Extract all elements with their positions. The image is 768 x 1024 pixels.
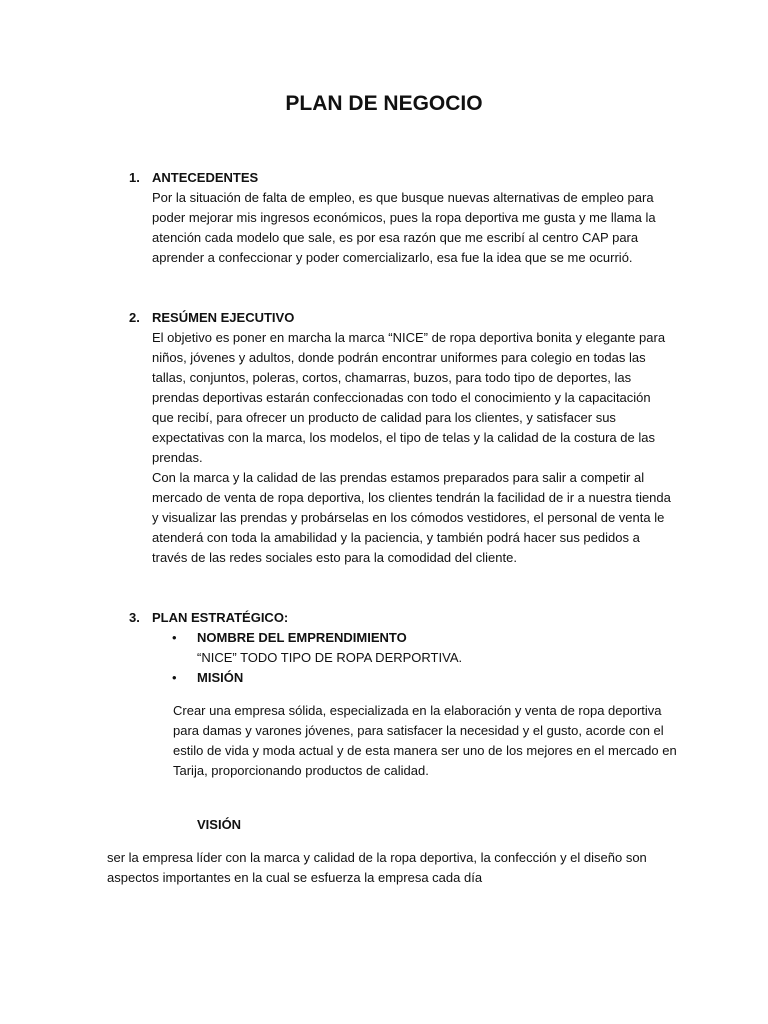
section-3-number: 3. [129, 610, 140, 625]
section-1-paragraph [152, 188, 656, 268]
paragraph-line: Tarija, proporcionando productos de calidad. [173, 763, 429, 778]
paragraph-line: Por la situación de falta de empleo, es que busque nuevas alternativas de empleo para [152, 190, 654, 205]
section-3-heading: PLAN ESTRATÉGICO: [152, 610, 289, 625]
paragraph-line: aspectos importantes en la cual se esfuerza la empresa cada día [107, 870, 483, 885]
paragraph-line: prendas deportivas estarán confeccionadas con todo el conocimiento y la capacitación [152, 390, 651, 405]
mision-paragraph [173, 701, 677, 781]
paragraph-line: expectativas con la marca, los modelos, el tipo de telas y la calidad de la costura de las [152, 430, 655, 445]
paragraph-line: atención cada modelo que sale, es por esa razón que me escribí al centro CAP para [152, 230, 639, 245]
vision-paragraph [107, 848, 647, 888]
paragraph-line: para damas y varones jóvenes, para satisfacer la necesidad y el gusto, acorde con el [173, 723, 664, 738]
section-1-number: 1. [129, 170, 140, 185]
paragraph-line: estilo de vida y moda actual y de esta manera ser uno de los mejores en el mercado en [173, 743, 677, 758]
page-title: PLAN DE NEGOCIO [285, 92, 483, 115]
paragraph-line: niños, jóvenes y adultos, donde podrán encontrar uniformes para colegio en todas las [152, 350, 646, 365]
emprendimiento-heading: NOMBRE DEL EMPRENDIMIENTO [197, 630, 407, 645]
paragraph-line: prendas. [152, 450, 203, 465]
bullet-icon: • [172, 670, 177, 685]
paragraph-line: Crear una empresa sólida, especializada en la elaboración y venta de ropa deportiva [173, 703, 662, 718]
mision-heading: MISIÓN [197, 670, 244, 685]
paragraph-line: través de las redes sociales esto para la comodidad del cliente. [152, 550, 517, 565]
paragraph-line: que recibí, para ofrecer un producto de calidad para los clientes, y satisfacer sus [152, 410, 616, 425]
paragraph-line: atenderá con toda la amabilidad y la paciencia, y también podrá hacer sus pedidos a [152, 530, 640, 545]
paragraph-line: aprender a confeccionar y poder comercializarlo, esa fue la idea que se me ocurrió. [152, 250, 633, 265]
section-2-number: 2. [129, 310, 140, 325]
section-1-heading: ANTECEDENTES [152, 170, 259, 185]
emprendimiento-text: “NICE” TODO TIPO DE ROPA DERPORTIVA. [197, 650, 463, 665]
paragraph-line: El objetivo es poner en marcha la marca “NICE” de ropa deportiva bonita y elegante para [152, 330, 666, 345]
section-2-paragraph [152, 328, 671, 568]
paragraph-line: tallas, conjuntos, poleras, cortos, chamarras, buzos, para todo tipo de deportes, las [152, 370, 632, 385]
bullet-icon: • [172, 630, 177, 645]
vision-heading: VISIÓN [197, 817, 242, 832]
section-2-heading: RESÚMEN EJECUTIVO [152, 310, 295, 325]
paragraph-line: ser la empresa líder con la marca y calidad de la ropa deportiva, la confección y el diseño son [107, 850, 647, 865]
paragraph-line: poder mejorar mis ingresos económicos, pues la ropa deportiva me gusta y me llama la [152, 210, 656, 225]
paragraph-line: mercado de venta de ropa deportiva, los clientes tendrán la facilidad de ir a nuestra tienda [152, 490, 671, 505]
paragraph-line: y visualizar las prendas y probárselas en los cómodos vestidores, el personal de venta le [152, 510, 665, 525]
paragraph-line: Con la marca y la calidad de las prendas estamos preparados para salir a competir al [152, 470, 645, 485]
